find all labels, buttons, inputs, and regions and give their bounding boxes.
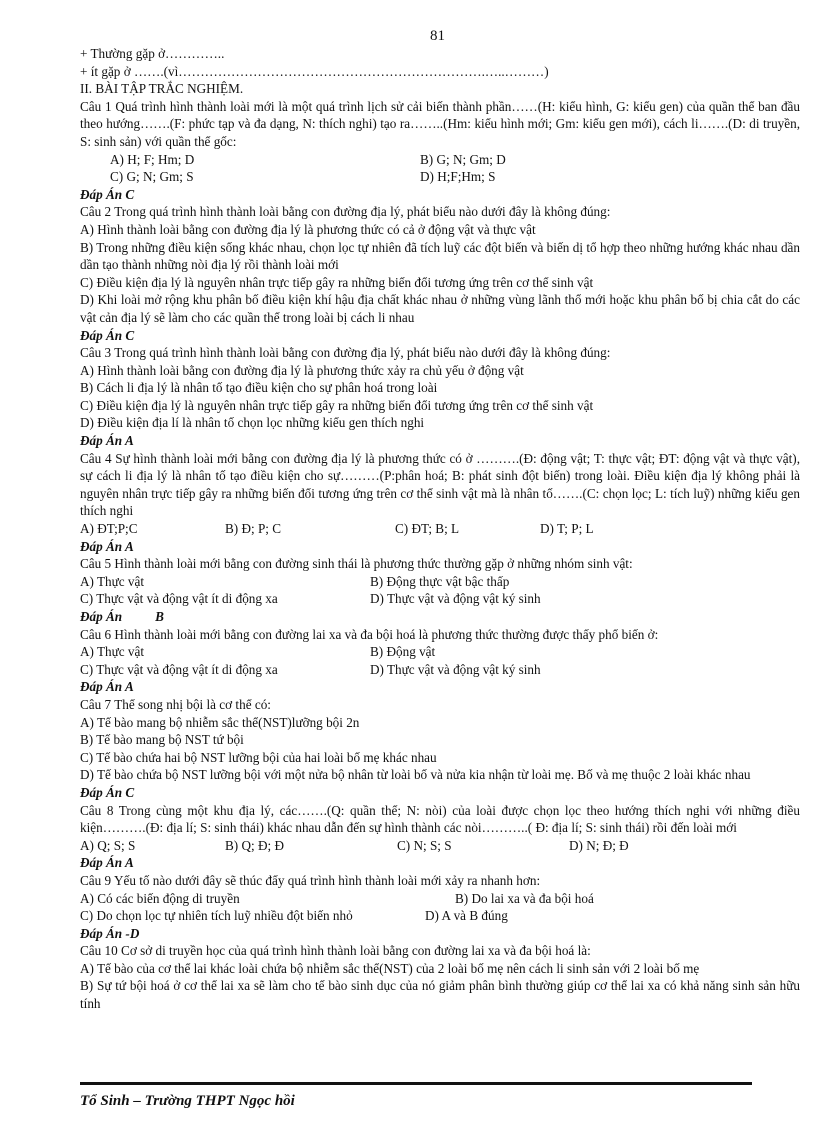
option-d: D) Khi loài mở rộng khu phân bố điều kiện khí hậu địa chất khác nhau ở những vùng lãnh thổ mới hoặc khu phân bố bị chia cắt do các vật cản địa lý sẽ làm cho các quần thể trong loài bị cách li nhau <box>80 292 800 325</box>
option-c: C) ĐT; B; L <box>395 521 460 537</box>
option-a: A) Thực vật <box>80 573 145 589</box>
options-row <box>80 890 800 908</box>
question-8: Câu 8 Trong cùng một khu địa lý, các…….(Q: quần thể; N: nòi) của loài được chọn lọc theo hướng thích nghi với những điều kiện……….(Đ: địa lí; S: sinh thái) khác nhau dẫn đến sự hình thành các nòi………..( Đ: địa lí; S: sinh thái) rồi đến loài mới <box>80 802 800 836</box>
content <box>80 45 800 1013</box>
question-4: Câu 4 Sự hình thành loài mới bằng con đường địa lý là phương thức có ở ……….(Đ: động vật; T: thực vật; ĐT: động vật và thực vật), sự cách li địa lý là nhân tố tạo điều kiện cho sự………(P:phân hoá; B: phát sinh đột biến) trong loài. Điều kiện địa lý không phải là nguyên nhân trực tiếp gây ra những biến đổi tương ứng trên cơ thể sinh vật mà là nhân tố…….(C: chọn lọc; L: tích luỹ) những kiểu gen thích nghi <box>80 450 800 519</box>
section-heading: II. BÀI TẬP TRẮC NGHIỆM. <box>80 81 244 97</box>
page-number: 81 <box>430 28 445 44</box>
answer: Đáp Án C <box>80 327 135 343</box>
option-d: D) H;F;Hm; S <box>420 169 496 185</box>
answer: Đáp Án A <box>80 855 134 871</box>
intro-line: + Thường gặp ở………….. <box>80 46 225 61</box>
option-a: A) Thực vật <box>80 644 145 660</box>
answer: Đáp Án B <box>80 609 164 624</box>
options-row <box>80 661 800 679</box>
option-c: C) Điều kiện địa lý là nguyên nhân trực tiếp gây ra những biến đổi tương ứng trên cơ thể sinh vật <box>80 397 594 413</box>
option-d: D) Điều kiện địa lí là nhân tố chọn lọc những kiểu gen thích nghi <box>80 415 425 431</box>
option-b: B) G; N; Gm; D <box>420 151 506 167</box>
options-row <box>80 168 800 186</box>
option-c: C) G; N; Gm; S <box>110 169 194 185</box>
option-b: B) Cách li địa lý là nhân tố tạo điều kiện cho sự phân hoá trong loài <box>80 380 438 396</box>
option-a: A) Q; S; S <box>80 837 136 853</box>
question-7: Câu 7 Thể song nhị bội là cơ thể có: <box>80 696 271 712</box>
option-a: A) Có các biến động di truyền <box>80 890 240 906</box>
answer: Đáp Án -D <box>80 925 140 941</box>
option-a: A) H; F; Hm; D <box>110 151 195 167</box>
answer: Đáp Án A <box>80 433 134 449</box>
option-c: C) N; S; S <box>397 837 452 853</box>
option-b: B) Q; Đ; Đ <box>225 837 284 853</box>
option-b: B) Trong những điều kiện sống khác nhau, chọn lọc tự nhiên đã tích luỹ các đột biến và biến dị tổ hợp theo những hướng khác nhau dần dần tạo thành những nòi địa lý rồi thành loài mới <box>80 239 800 273</box>
option-b: B) Sự tứ bội hoá ở cơ thể lai xa sẽ làm cho tế bào sinh dục của nó giảm phân bình thường giúp cơ thể lai xa có khả năng sinh sản hữu tính <box>80 978 800 1012</box>
option-b: B) Tế bào mang bộ NST tứ bội <box>80 732 244 748</box>
option-b: B) Do lai xa và đa bội hoá <box>455 890 594 906</box>
question-2: Câu 2 Trong quá trình hình thành loài bằng con đường địa lý, phát biểu nào dưới đây là không đúng: <box>80 204 611 220</box>
option-a: A) Tế bào của cơ thể lai khác loài chứa bộ nhiễm sắc thể(NST) của 2 loài bố mẹ nên cách li sinh sản với 2 loài bố mẹ <box>80 960 700 976</box>
option-a: A) Tế bào mang bộ nhiễm sắc thể(NST)lưỡng bội 2n <box>80 714 360 730</box>
question-6: Câu 6 Hình thành loài mới bằng con đường lai xa và đa bội hoá là phương thức thường được thấy phổ biến ở: <box>80 626 659 642</box>
options-row <box>80 837 800 855</box>
option-d: D) T; P; L <box>540 521 594 537</box>
option-d: D) A và B đúng <box>425 908 508 924</box>
option-c: C) Thực vật và động vật ít di động xa <box>80 661 278 677</box>
options-row <box>80 590 800 608</box>
question-5: Câu 5 Hình thành loài mới bằng con đường sinh thái là phương thức thường gặp ở những nhóm sinh vật: <box>80 556 633 572</box>
option-c: C) Tế bào chứa hai bộ NST lưỡng bội của hai loài bố mẹ khác nhau <box>80 749 437 765</box>
question-3: Câu 3 Trong quá trình hình thành loài bằng con đường địa lý, phát biểu nào dưới đây là không đúng: <box>80 345 611 361</box>
option-b: B) Động thực vật bậc thấp <box>370 573 510 589</box>
options-row <box>80 907 800 925</box>
answer: Đáp Án C <box>80 186 135 202</box>
option-a: A) Hình thành loài bằng con đường địa lý là phương thức xảy ra chủ yếu ở động vật <box>80 362 524 378</box>
option-d: D) Tế bào chứa bộ NST lưỡng bội với một nửa bộ nhân từ loài bố và nửa kia nhận từ loài mẹ. Bố và mẹ thuộc 2 loài khác nhau <box>80 767 751 783</box>
intro-line: + ít gặp ở …….(vì…………………………………………………………….…..………) <box>80 63 549 79</box>
option-c: C) Do chọn lọc tự nhiên tích luỹ nhiều đột biến nhỏ <box>80 908 353 924</box>
option-c: C) Thực vật và động vật ít di động xa <box>80 591 278 607</box>
option-d: D) N; Đ; Đ <box>569 837 629 853</box>
footer-text: Tổ Sinh – Trường THPT Ngọc hồi <box>80 1093 295 1109</box>
answer: Đáp Án A <box>80 679 134 695</box>
option-c: C) Điều kiện địa lý là nguyên nhân trực tiếp gây ra những biến đổi tương ứng trên cơ thể sinh vật <box>80 274 594 290</box>
options-row <box>80 520 800 538</box>
option-a: A) ĐT;P;C <box>80 521 138 537</box>
options-row <box>80 643 800 661</box>
options-row <box>80 573 800 591</box>
option-b: B) Đ; P; C <box>225 521 282 537</box>
option-b: B) Động vật <box>370 644 436 660</box>
option-d: D) Thực vật và động vật ký sinh <box>370 591 541 607</box>
answer: Đáp Án C <box>80 784 135 800</box>
answer: Đáp Án A <box>80 538 134 554</box>
option-d: D) Thực vật và động vật ký sinh <box>370 661 541 677</box>
footer-divider <box>80 1082 752 1085</box>
question-10: Câu 10 Cơ sở di truyền học của quá trình hình thành loài bằng con đường lai xa và đa bội hoá là: <box>80 943 591 959</box>
option-a: A) Hình thành loài bằng con đường địa lý là phương thức có cả ở động vật và thực vật <box>80 221 536 237</box>
options-row <box>80 151 800 169</box>
question-1: Câu 1 Quá trình hình thành loài mới là một quá trình lịch sử cải biến thành phần……(H: kiểu hình, G: kiểu gen) của quần thể ban đầu theo hướng…….(F: phức tạp và đa dạng, N: thích nghi) tạo ra……..(Hm: kiểu hình mới; Gm: kiểu gen mới), cách li…….(D: di truyền, S: sinh sản) với quần thể gốc: <box>80 98 800 149</box>
question-9: Câu 9 Yếu tố nào dưới đây sẽ thúc đẩy quá trình hình thành loài mới xảy ra nhanh hơn: <box>80 872 541 888</box>
